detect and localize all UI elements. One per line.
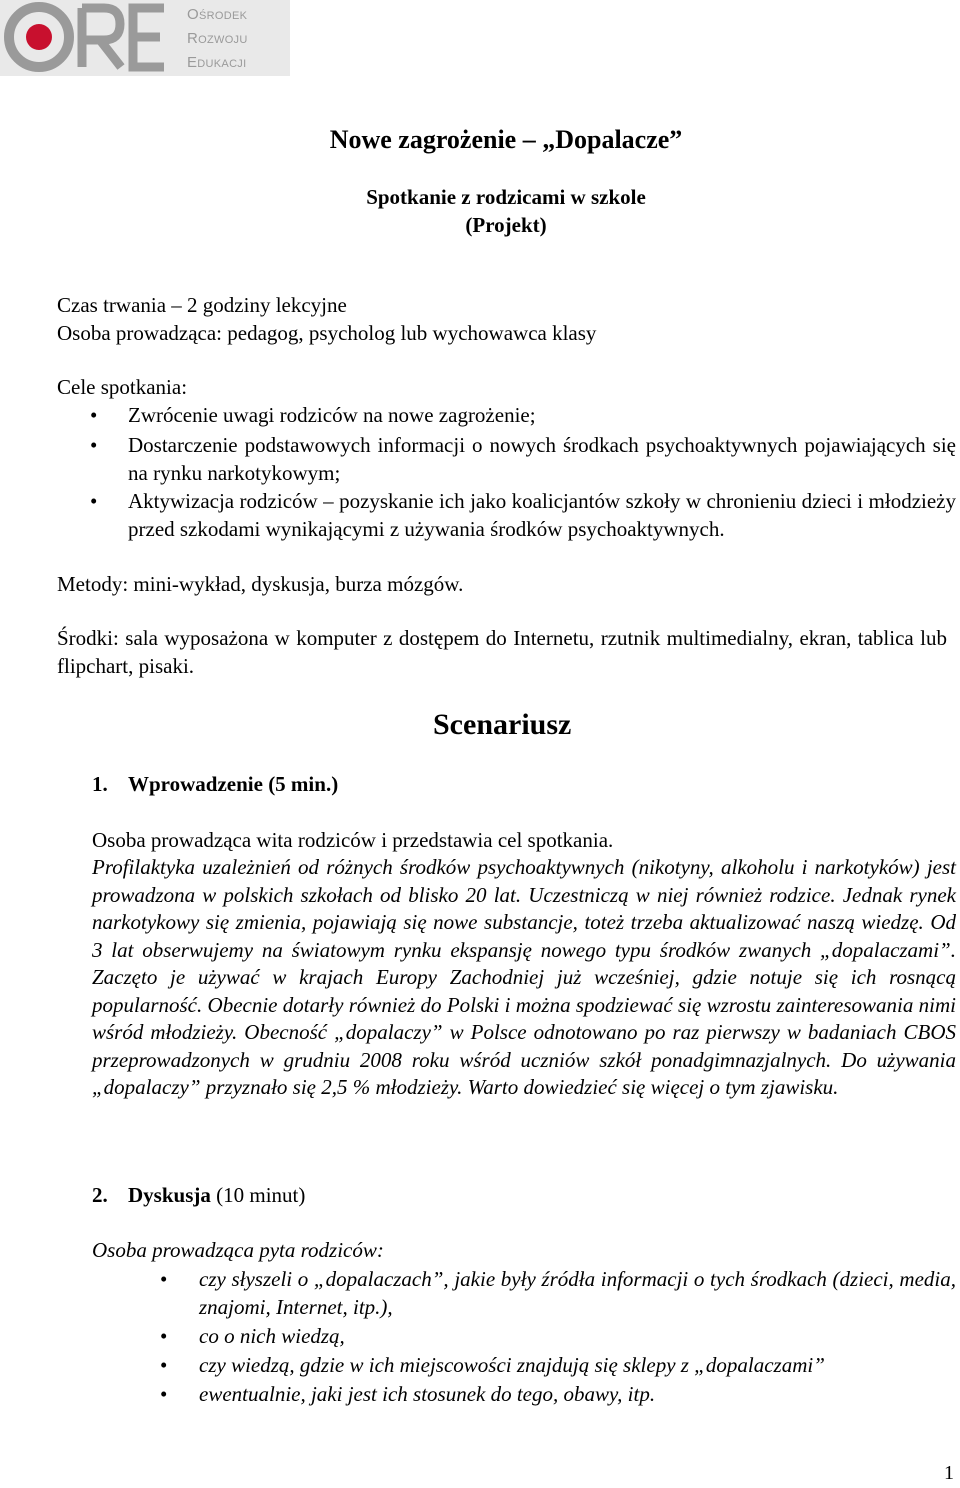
goal-text: Zwrócenie uwagi rodziców na nowe zagrożenie;: [128, 403, 536, 427]
bullet-icon: •: [90, 403, 98, 427]
ore-logo: [0, 0, 290, 76]
logo-line-1: Ośrodek: [187, 6, 248, 23]
leader-line: Osoba prowadząca: pedagog, psycholog lub wychowawca klasy: [57, 321, 597, 345]
section-1-title: Wprowadzenie (5 min.): [128, 772, 339, 796]
goal-text: Aktywizacja rodziców – pozyskanie ich jako koalicjantów szkoły w chronieniu dzieci i młodzieży przed szkodami wynikającymi z używania środków psychoaktywnych.: [128, 489, 956, 541]
document-status: (Projekt): [465, 213, 547, 237]
goal-text: Dostarczenie podstawowych informacji o nowych środkach psychoaktywnych pojawiających się na rynku narkotykowym;: [128, 433, 956, 485]
question-item: [160, 1352, 956, 1380]
document-title: Nowe zagrożenie – „Dopalacze”: [329, 125, 683, 154]
document-subtitle: Spotkanie z rodzicami w szkole: [366, 185, 646, 209]
section-2-number: 2.: [92, 1183, 108, 1207]
bullet-icon: •: [160, 1353, 168, 1377]
section-1-number: 1.: [92, 772, 108, 796]
section-2-intro: Osoba prowadząca pyta rodziców:: [92, 1238, 384, 1262]
section-2-heading: [92, 1182, 305, 1210]
goal-item: [90, 402, 956, 430]
question-text: ewentualnie, jaki jest ich stosunek do tego, obawy, itp.: [199, 1382, 656, 1406]
logo-line-2: Rozwoju: [187, 30, 248, 47]
section-1-intro: Osoba prowadząca wita rodziców i przedstawia cel spotkania.: [92, 828, 614, 852]
section-1-heading: [92, 771, 338, 799]
section-1-body: Profilaktyka uzależnień od różnych środków psychoaktywnych (nikotyny, alkoholu i narkotyków) jest prowadzona w polskich szkołach od blisko 20 lat. Uczestniczą w niej również rodzice. Jednak rynek narkotykowy się zmienia, pojawiają się nowe substancje, toteż trzeba aktualizować naszą wiedzę. Od 3 lat obserwujemy na światowym rynku ekspansję nowego typu środków zwanych „dopalaczami”. Zaczęto je używać w krajach Europy Zachodniej już wcześniej, gdzie notuje się ich rosnącą popularność. Obecnie dotarły również do Polski i można spodziewać się wzrostu zainteresowania nimi wśród młodzieży. Obecność „dopalaczy” w Polsce odnotowano po raz pierwszy w badaniach CBOS przeprowadzonych w grudniu 2008 roku wśród uczniów szkół ponadgimnazjalnych. Do używania „dopalaczy” przyznało się 2,5 % młodzieży. Warto dowiedzieć się więcej o tym zjawisku.: [92, 855, 956, 1099]
goals-heading: Cele spotkania:: [57, 375, 188, 399]
bullet-icon: •: [160, 1324, 168, 1348]
question-text: czy słyszeli o „dopalaczach”, jakie były źródła informacji o tych środkach (dzieci, media, znajomi, Internet, itp.),: [199, 1267, 956, 1319]
duration-line: Czas trwania – 2 godziny lekcyjne: [57, 293, 347, 317]
question-text: czy wiedzą, gdzie w ich miejscowości znajdują się sklepy z „dopalaczami”: [199, 1353, 825, 1377]
section-2-title: Dyskusja: [128, 1183, 211, 1207]
bullet-icon: •: [90, 489, 98, 513]
question-item: [160, 1323, 956, 1351]
resources-line: Środki: sala wyposażona w komputer z dostępem do Internetu, rzutnik multimedialny, ekran, tablica lub flipchart, pisaki.: [57, 626, 947, 678]
bullet-icon: •: [160, 1267, 168, 1291]
page-number: 1: [944, 1462, 954, 1484]
ore-logo-mark: [0, 0, 186, 76]
methods-line: Metody: mini-wykład, dyskusja, burza mózgów.: [57, 572, 464, 596]
question-item: [160, 1381, 956, 1409]
question-text: co o nich wiedzą,: [199, 1324, 345, 1348]
bullet-icon: •: [160, 1382, 168, 1406]
section-2-duration: (10 minut): [216, 1183, 306, 1207]
scenario-heading: Scenariusz: [433, 708, 572, 741]
logo-line-3: Edukacji: [187, 54, 247, 71]
goal-item: [90, 432, 956, 488]
goal-item: [90, 488, 956, 544]
question-item: [160, 1266, 956, 1322]
ore-logo-wordmark: [187, 3, 248, 75]
bullet-icon: •: [90, 433, 98, 457]
